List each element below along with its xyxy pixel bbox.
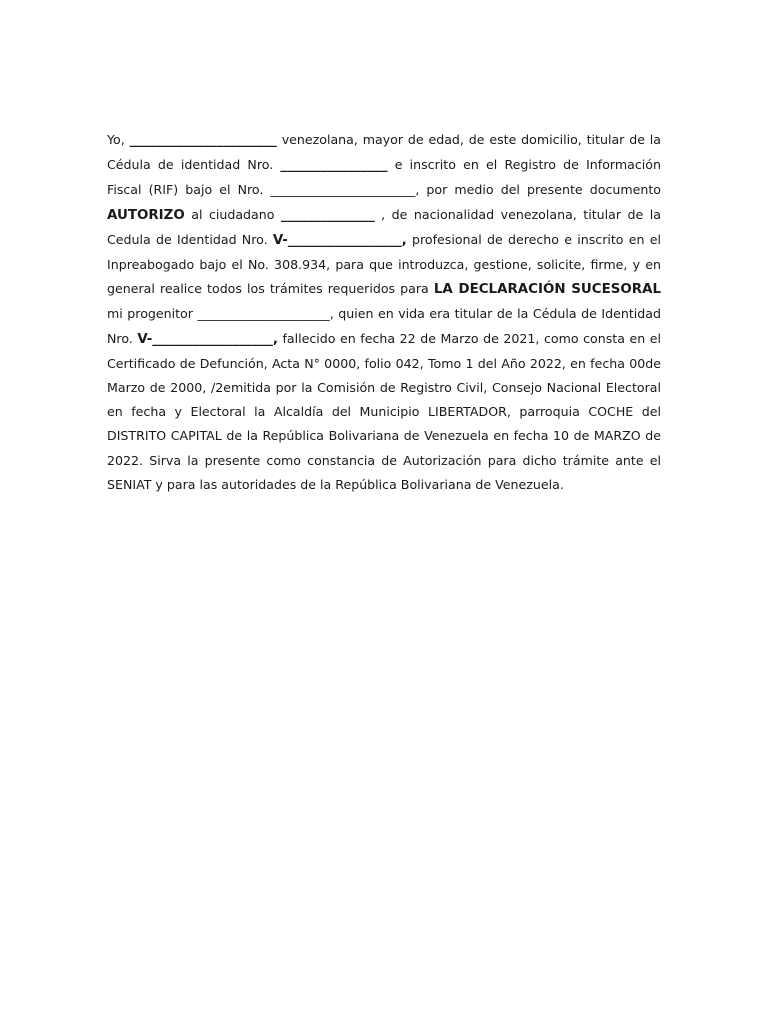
declaracion-sucesoral-keyword: LA DECLARACIÓN SUCESORAL [433,282,661,298]
text-progenitor: mi progenitor _____________________, quien en vida era titular de la Cédula de Identidad Nro. [107,306,661,346]
blank-lawyer-id-field: V-_________________, [272,232,407,248]
blank-id-field: ________________ [280,158,388,174]
autorizo-keyword: AUTORIZO [107,207,185,223]
blank-deceased-id-field: V-__________________, [137,331,278,347]
blank-name-field: ______________________ [129,133,277,148]
text-closing: fallecido en fecha 22 de Marzo de 2021, como consta en el Certificado de Defunción, Acta N° 0000, folio 042, Tomo 1 del Año 2022, en fecha 00de Marzo de 2000, /2emitida por la Comisión de Registro Civil, Consejo Nacional Electoral en fecha y Electoral la Alcaldía del Municipio LIBERTADOR, parroquia COCHE del DISTRITO CAPITAL de la República Bolivariana de Venezuela en fecha 10 de MARZO de 2022. Sirva la presente como constancia de Autorización para dicho trámite ante el SENIAT y para las autoridades de la República Bolivariana de Venezuela. [107,330,662,492]
text-domicile: venezolana, mayor de edad, de este domicilio, titular de la Cédula de identidad Nro. [107,132,662,173]
authorization-paragraph [107,128,661,497]
authorization-letter-body [107,128,661,497]
text-nationality: , de nacionalidad venezolana, titular de la Cedula de Identidad Nro. [107,206,661,247]
blank-citizen-field: ______________ [280,207,375,223]
text-inpreabogado: profesional de derecho e inscrito en el Inpreabogado bajo el No. 308.934, para que introduzca, gestione, solicite, firme, y en general realice todos los trámites requeridos para [107,231,661,297]
text-intro: Yo, [107,132,130,147]
text-ciudadano: al ciudadano [184,206,281,222]
text-rif: e inscrito en el Registro de Información Fiscal (RIF) bajo el Nro. _______________________, por medio del presente documento [107,157,661,198]
